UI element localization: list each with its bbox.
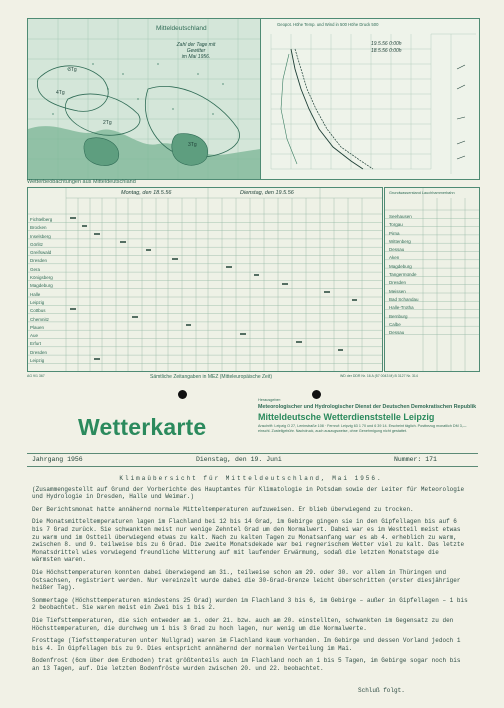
thunderstorm-map [27, 18, 261, 180]
report-paragraph: Frosttage (Tiefsttemperaturen unter Nullgrad) waren im Flachland kaum vorhanden. Im Gebirge und dessen Vorland jedoch 1 bis 4. In Gipfellagen bis zu 9. Dies entspricht annähernd der normalen Verteilung im Mai. [32, 637, 461, 652]
right-station-name: Bad Schandau [389, 296, 419, 302]
map-title: Mitteldeutschland [156, 25, 207, 32]
year-label: Jahrgang 1956 [32, 456, 83, 463]
right-station-name: Dessau [389, 247, 405, 253]
report-subtitle: (Zusammengestellt auf Grund der Vorberichte des Hauptamtes für Klimatologie in Potsdam sowie der Leiter für Meteorologie und Hydrologie in Dresden, Halle und Weimar.) [32, 485, 465, 501]
station-name: Leipzig [30, 299, 45, 305]
right-table-header: Grundwasserstand Lauchhammerbahn [389, 191, 455, 195]
map-svg [28, 19, 260, 179]
right-station-name: Tangermünde [389, 272, 417, 278]
issuer-info: Anschrift: Leipzig O 27, Leninstraße 108 · Fernruf: Leipzig 63 1 70 und 6 39 14. Erscheint täglich. Postbezug monatlich DM 3,— einschl. Zustellgebühr. Nachdruck, auch auszugsweise, ohne Genehmigung nicht gestattet. [258, 424, 467, 433]
report-paragraph: Die Monatsmitteltemperaturen lagen im Flachland bei 12 bis 14 Grad, im Gebirge gingen sie in den Gipfellagen bis auf 6 bis 7 Grad zurück. Sie schwankten meist nur wenige Zehntel Grad um den Normalwert. Dabei war es im Westteil meist etwas zu warm und im Ostteil überwiegend etwas zu kalt. Nach zu kalten Tagen zu Monatsanfang war es ab 4. erheblich zu warm, zwischen 8. und 9. teilweise bis zu 6 Grad. Die zweite Monatsdekade war bei regnerischem Wetter viel zu kalt. Das letzte Monatsdrittel wies vorwiegend freundliche Witterung auf mit laufender Erwärmung, sodaß die letzten Monatstage die wärmsten waren. [32, 518, 465, 564]
station-name: Dresden [30, 258, 48, 264]
station-name: Halle [30, 291, 41, 297]
right-station-name: Calbe [389, 321, 401, 327]
right-station-name: Aken [389, 255, 400, 261]
print-code-left: AG 9/1 367 [27, 374, 45, 378]
isoline-label: 2Tg [103, 120, 112, 126]
report-paragraph: Bodenfrost (6cm über dem Erdboden) trat größtenteils auch im Flachland noch an 1 bis 5 Tagen, im Gebirge sogar noch bis an 13 Tagen, auf. Die letzten Bodenfröste wurden zwischen 20. und 22. beobachtet. [32, 657, 461, 672]
map-annotation-line: im Mai 1956. [181, 54, 211, 60]
report-title: Klimaübersicht für Mitteldeutschland, Mai 1956. [119, 475, 383, 482]
climate-report [32, 475, 470, 677]
table-grid-svg [28, 188, 382, 371]
station-name: Gera [30, 266, 41, 272]
graph-date: 18.5.56 0:00h [371, 48, 402, 54]
station-name: Leipzig [30, 358, 45, 364]
right-station-name: Magdeburg [389, 263, 412, 269]
right-station-name: Seehausen [389, 214, 412, 219]
tables-title: Wetterbeobachtungen aus Mitteldeutschland [27, 179, 136, 185]
day1-label: Montag, den 18.5.56 [121, 190, 172, 196]
report-paragraph: Sommertage (Höchsttemperaturen mindestens 25 Grad) wurden im Flachland 3 bis 6, im Gebirge – außer in Gipfellagen – 1 bis 2 beobachtet. Sie waren meist ein Zwei bis 1 bis 2. [32, 596, 468, 612]
report-paragraph: Die Höchsttemperaturen konnten dabei überwiegend am 31., teilweise schon am 29. oder 30. vor allem in Thüringen und Ostsachsen, registriert werden. Nur vereinzelt wurde dabei die 30-Grad-Grenze leicht überschritten (erster diesjähriger heißer Tag). [32, 568, 461, 592]
report-paragraph: Die Tiefsttemperaturen, die sich entweder am 1. oder 21. bzw. auch am 20. einstellten, schwankten im Gegensatz zu den Höchsttemperaturen, die durchweg um 1 bis 3 Grad zu hoch lagen, nur wenig um die Normalwerte. [32, 616, 454, 632]
issuer-label: Herausgeber: [258, 398, 282, 402]
station-name: Fichtelberg [30, 217, 53, 222]
station-name: Plauen [30, 324, 45, 330]
upper-air-graph [260, 18, 480, 180]
time-footnote: Sämtliche Zeitangaben in MEZ (Mitteleuropäische Zeit) [150, 374, 272, 380]
date-label: Dienstag, den 19. Juni [196, 456, 282, 463]
right-station-name: Wittenberg [389, 238, 411, 244]
right-station-name: Halle-Trotha [389, 305, 414, 311]
observation-table [27, 187, 383, 372]
day2-label: Dienstag, den 19.5.56 [240, 190, 294, 196]
right-station-name: Pirna [389, 230, 400, 236]
divider [27, 466, 478, 467]
graph-svg [261, 19, 479, 179]
report-signature: Schluß folgt. [358, 687, 405, 694]
station-name: Königsberg [30, 275, 53, 281]
graph-dates [371, 41, 402, 55]
station-name: Chemnitz [30, 316, 50, 322]
report-paragraph: Der Berichtsmonat hatte annähernd normale Mitteltemperaturen aufzuweisen. Er blieb überwiegend zu trocken. [32, 505, 414, 513]
station-list [30, 216, 53, 365]
isoline-label: 3Tg [68, 67, 77, 73]
station-name: Cottbus [30, 308, 46, 314]
graph-date: 19.5.56 0:00h [371, 41, 402, 47]
right-station-name: Dresden [389, 280, 407, 286]
right-station-list [389, 213, 419, 337]
right-station-name: Dessau [389, 330, 405, 336]
station-name: Inselsberg [30, 233, 51, 239]
map-annotation-line: Zahl der Tage mit Gewitter [176, 42, 216, 54]
right-station-name: Torgau [389, 222, 403, 228]
number-label: Nummer: 171 [394, 456, 437, 463]
isoline-label: 3Tg [188, 142, 197, 148]
page-title: Wetterkarte [78, 414, 207, 440]
station-name: Brocken [30, 225, 47, 231]
right-station-name: Bernburg [389, 313, 408, 319]
isoline-label: 4Tg [56, 90, 65, 96]
map-annotation [170, 42, 222, 60]
punch-hole [178, 390, 187, 399]
water-level-table [384, 187, 480, 372]
punch-hole [312, 390, 321, 399]
issuer-line2: Mitteldeutsche Wetterdienststelle Leipzig [258, 412, 435, 422]
right-station-name: Meissen [389, 288, 406, 294]
station-name: Görlitz [30, 241, 44, 247]
station-name: Dresden [30, 349, 48, 355]
station-name: Erfurt [30, 341, 42, 347]
issuer-line1: Meteorologischer und Hydrologischer Dienst der Deutschen Demokratischen Republik [258, 404, 477, 410]
print-code-right: WD der DDR Nr. 16 A (57 0043 M) B 3127 Nr. 314 [340, 374, 418, 378]
station-name: Aue [30, 333, 39, 339]
divider [27, 453, 478, 454]
station-name: Greifswald [30, 250, 52, 256]
graph-header: Geopot. Höhe Temp. und Wind in 500 Höhe Druck 500 [277, 22, 379, 27]
station-name: Magdeburg [30, 283, 53, 289]
